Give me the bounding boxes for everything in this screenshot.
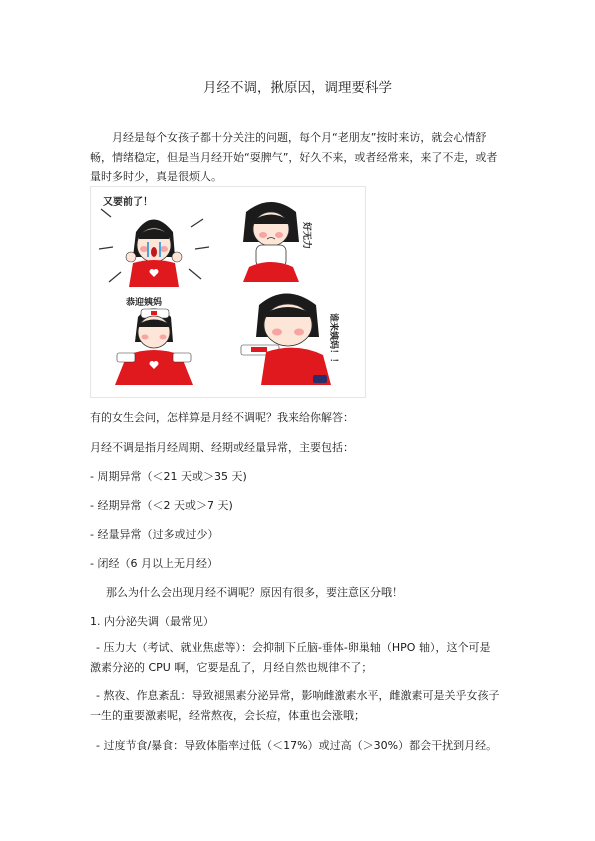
sleep-line-2: 一生的重要激素呢，经常熬夜，会长痘，体重也会涨哦； (90, 709, 365, 722)
caption-2-text (301, 221, 313, 249)
caption-3: 恭迎姨妈 (126, 298, 163, 308)
caption-2: 好无力 (301, 222, 311, 250)
page-title: 月经不调，揪原因，调理要科学 (203, 80, 392, 96)
panel-welcome-girl (115, 296, 193, 385)
diet-line: - 过度节食/暴食：导致体脂率过低（＜17%）或过高（＞30%）都会干扰到月经。 (96, 739, 498, 752)
panel-who-comes-girl (241, 294, 340, 386)
panel-crying-girl (99, 195, 209, 287)
definition-line: 月经不调是指月经周期、经期或经量异常，主要包括： (90, 441, 354, 454)
question-line: 有的女生会问，怎样算是月经不调呢？我来给你解答： (90, 411, 354, 424)
caption-1: 又要前了！ (103, 197, 153, 208)
caption-4-text (328, 313, 340, 367)
why-line: 那么为什么会出现月经不调呢？原因有很多，要注意区分哦！ (106, 586, 403, 599)
list-item-volume: - 经量异常（过多或过少） (90, 528, 219, 541)
stress-line-1: - 压力大（考试、就业焦虑等）：会抑制下丘脑-垂体-卵巢轴（HPO 轴），这个可是 (96, 641, 491, 654)
list-item-duration: - 经期异常（＜2 天或＞7 天) (90, 499, 233, 512)
stress-line-2: 激素分泌的 CPU 啊，它要是乱了，月经自然也规律不了； (90, 661, 373, 674)
cartoon-illustration (90, 186, 366, 398)
section-heading-endocrine: 1. 内分泌失调（最常见） (90, 615, 214, 628)
list-item-amenorrhea: - 闭经（6 月以上无月经） (90, 557, 218, 570)
intro-paragraph: 月经是每个女孩子都十分关注的问题，每个月“老朋友”按时来访，就会心情舒畅，情绪稳定，但是当月经开始“耍脾气”，好久不来，或者经常来，来了不走，或者量时多时少，真是很烦人。 (90, 131, 498, 183)
panel-weak-girl (243, 202, 313, 282)
sleep-line-1: - 熬夜、作息紊乱：导致褪黑素分泌异常，影响雌激素水平，雌激素可是关乎女孩子 (96, 689, 500, 702)
list-item-cycle: - 周期异常（＜21 天或＞35 天) (90, 470, 247, 483)
caption-4: 谁来姨妈！！ (328, 313, 338, 368)
